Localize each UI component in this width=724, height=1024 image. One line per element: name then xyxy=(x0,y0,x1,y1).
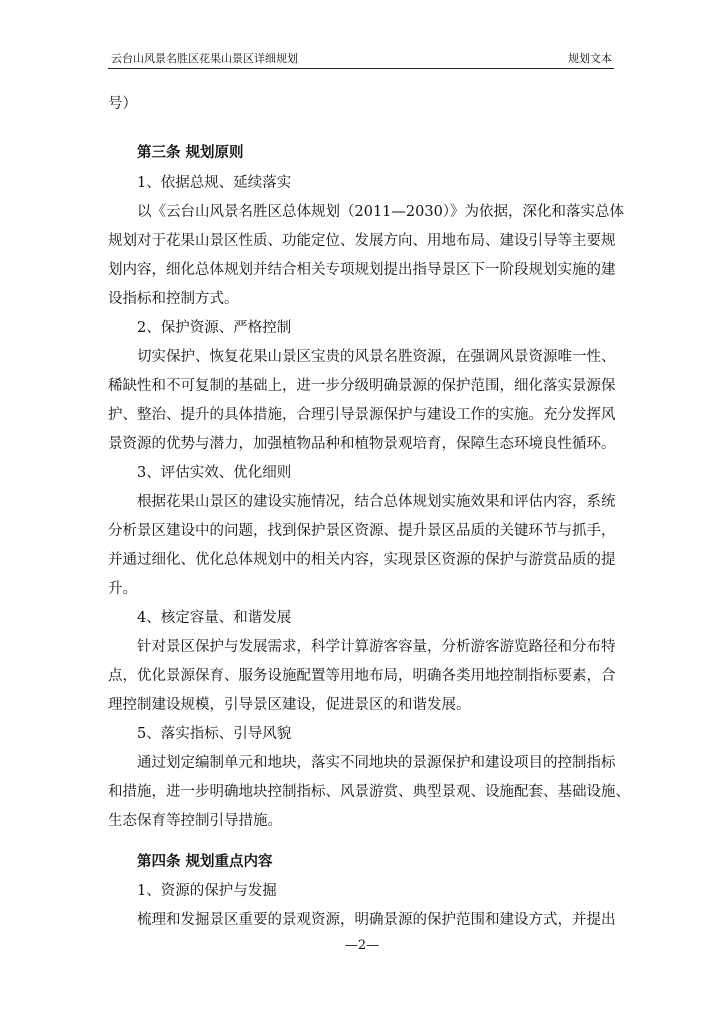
article-heading-3: 第三条 规划原则 xyxy=(137,145,244,161)
subheading-3: 3、评估实效、优化细则 xyxy=(137,465,292,481)
paragraph-line: 设指标和控制方式。 xyxy=(108,291,239,307)
text-line: 号） xyxy=(108,96,137,112)
document-title: 云台山风景名胜区花果山景区详细规划 xyxy=(111,52,298,65)
paragraph-line: 规划对于花果山景区性质、功能定位、发展方向、用地布局、建设引导等主要规 xyxy=(108,233,616,249)
paragraph-line: 根据花果山景区的建设实施情况，结合总体规划实施效果和评估内容，系统 xyxy=(137,494,616,510)
paragraph-line: 以《云台山风景名胜区总体规划（2011—2030）》为依据，深化和落实总体 xyxy=(137,204,625,220)
paragraph-line: 生态保育等控制引导措施。 xyxy=(108,813,282,829)
article-heading-4: 第四条 规划重点内容 xyxy=(137,854,273,870)
section-label: 规划文本 xyxy=(568,52,612,65)
subheading-2: 2、保护资源、严格控制 xyxy=(137,320,292,336)
subheading-1b: 1、资源的保护与发掘 xyxy=(137,883,277,899)
paragraph-line: 稀缺性和不可复制的基础上，进一步分级明确景源的保护范围，细化落实景源保 xyxy=(108,378,616,394)
paragraph-line: 针对景区保护与发展需求，科学计算游客容量，分析游客游览路径和分布特 xyxy=(137,639,616,655)
paragraph-line: 切实保护、恢复花果山景区宝贵的风景名胜资源，在强调风景资源唯一性、 xyxy=(137,349,616,365)
page-header xyxy=(108,52,614,69)
paragraph-line: 分析景区建设中的问题，找到保护景区资源、提升景区品质的关键环节与抓手， xyxy=(108,523,616,539)
subheading-4: 4、核定容量、和谐发展 xyxy=(137,610,292,626)
paragraph-line: 升。 xyxy=(108,581,137,597)
paragraph-line: 理控制建设规模，引导景区建设，促进景区的和谐发展。 xyxy=(108,697,471,713)
paragraph-line: 护、整治、提升的具体措施，合理引导景源保护与建设工作的实施。充分发挥风 xyxy=(108,407,616,423)
paragraph-line: 和措施，进一步明确地块控制指标、风景游赏、典型景观、设施配套、基础设施、 xyxy=(108,784,630,800)
paragraph-line: 景资源的优势与潜力，加强植物品种和植物景观培育，保障生态环境良性循环。 xyxy=(108,436,616,452)
paragraph-line: 通过划定编制单元和地块，落实不同地块的景源保护和建设项目的控制指标 xyxy=(137,755,616,771)
subheading-1: 1、依据总规、延续落实 xyxy=(137,175,292,191)
paragraph-line: 并通过细化、优化总体规划中的相关内容，实现景区资源的保护与游赏品质的提 xyxy=(108,552,616,568)
paragraph-line: 划内容，细化总体规划并结合相关专项规划提出指导景区下一阶段规划实施的建 xyxy=(108,262,616,278)
subheading-5: 5、落实指标、引导风貌 xyxy=(137,726,292,742)
page-number: —2— xyxy=(344,938,380,953)
paragraph-line: 点，优化景源保育、服务设施配置等用地布局，明确各类用地控制指标要素，合 xyxy=(108,668,616,684)
paragraph-line: 梳理和发掘景区重要的景观资源，明确景源的保护范围和建设方式，并提出 xyxy=(137,912,616,928)
